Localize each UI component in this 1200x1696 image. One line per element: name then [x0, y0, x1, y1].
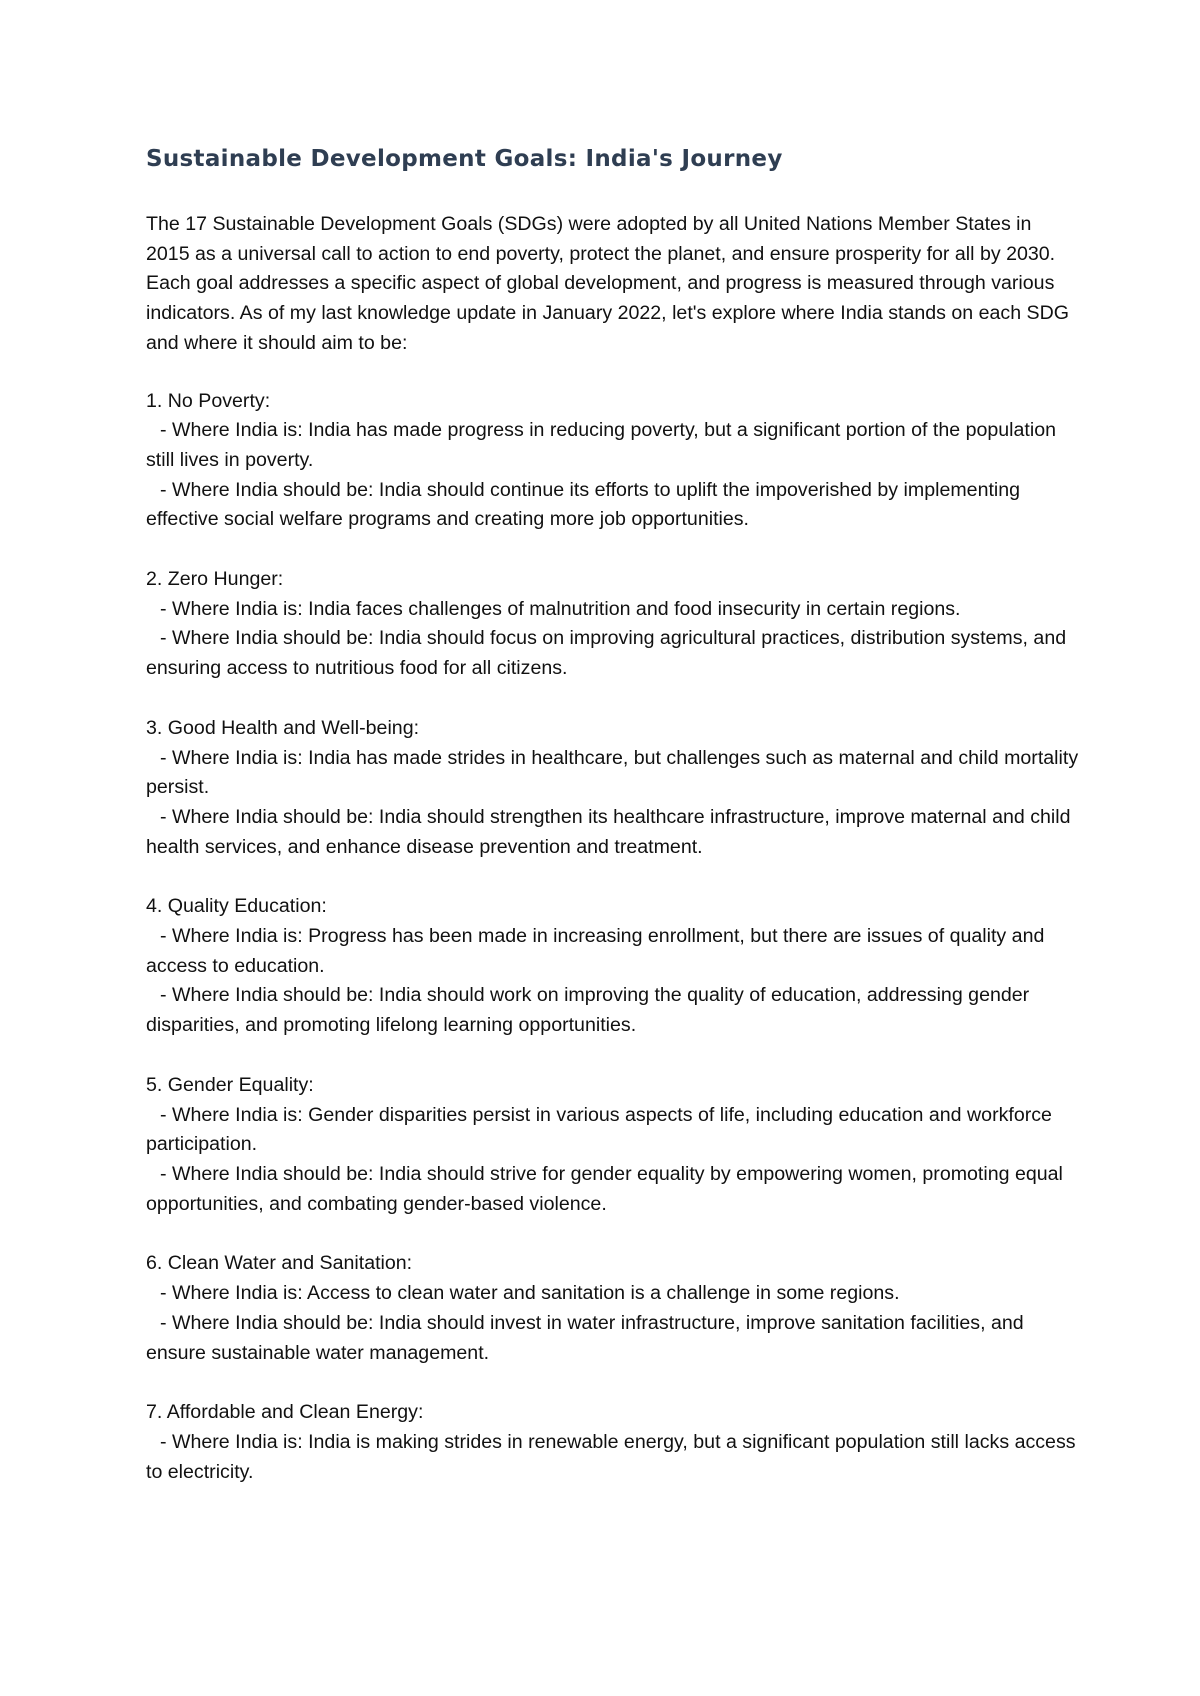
document-title: Sustainable Development Goals: India's Journey — [146, 146, 783, 172]
goal-4 — [146, 892, 1080, 1041]
goal-heading: 6. Clean Water and Sanitation: — [146, 1252, 413, 1275]
goal-heading: 3. Good Health and Well-being: — [146, 716, 420, 739]
goal-target-status: - Where India should be: India should work on improving the quality of education, addressing gender disparities, and promoting lifelong learning opportunities. — [146, 984, 1030, 1037]
goal-current-status: - Where India is: Gender disparities persist in various aspects of life, including education and workforce participation. — [146, 1103, 1052, 1156]
goal-target-status: - Where India should be: India should focus on improving agricultural practices, distribution systems, and ensuring access to nutritious food for all citizens. — [146, 627, 1067, 680]
goal-heading: 7. Affordable and Clean Energy: — [146, 1401, 424, 1424]
goal-target-status: - Where India should be: India should continue its efforts to uplift the impoverished by implementing effective social welfare programs and creating more job opportunities. — [146, 478, 1021, 531]
goal-current-status: - Where India is: India is making strides in renewable energy, but a significant population still lacks access to electricity. — [146, 1430, 1076, 1483]
goal-1 — [146, 387, 1080, 536]
goal-target-status: - Where India should be: India should invest in water infrastructure, improve sanitation facilities, and ensure sustainable water management. — [146, 1311, 1024, 1364]
goal-current-status: - Where India is: Access to clean water and sanitation is a challenge in some regions. — [160, 1282, 900, 1305]
goal-heading: 4. Quality Education: — [146, 895, 327, 918]
goal-5 — [146, 1071, 1080, 1220]
goal-6 — [146, 1249, 1080, 1368]
intro-paragraph: The 17 Sustainable Development Goals (SDGs) were adopted by all United Nations Member States in 2015 as a universal call to action to end poverty, protect the planet, and ensure prosperity for all by 2030. Each goal addresses a specific aspect of global development, and progress is measured through various indicators. As of my last knowledge update in January 2022, let's explore where India stands on each SDG and where it should aim to be: — [146, 213, 1070, 354]
goal-7 — [146, 1398, 1080, 1487]
goal-3 — [146, 714, 1080, 863]
goal-current-status: - Where India is: India has made progress in reducing poverty, but a significant portion of the population still lives in poverty. — [146, 419, 1057, 471]
goal-heading: 1. No Poverty: — [146, 389, 271, 412]
goal-current-status: - Where India is: India faces challenges of malnutrition and food insecurity in certain regions. — [160, 597, 961, 620]
goal-target-status: - Where India should be: India should strive for gender equality by empowering women, promoting equal opportunities, and combating gender-based violence. — [146, 1162, 1063, 1215]
goal-2 — [146, 565, 1080, 684]
goal-current-status: - Where India is: India has made strides in healthcare, but challenges such as maternal and child mortality persist. — [146, 746, 1079, 799]
goal-heading: 5. Gender Equality: — [146, 1073, 314, 1096]
goal-current-status: - Where India is: Progress has been made in increasing enrollment, but there are issues of quality and access to education. — [146, 925, 1045, 977]
goal-target-status: - Where India should be: India should strengthen its healthcare infrastructure, improve maternal and child health services, and enhance disease prevention and treatment. — [146, 805, 1071, 858]
goal-heading: 2. Zero Hunger: — [146, 568, 284, 591]
